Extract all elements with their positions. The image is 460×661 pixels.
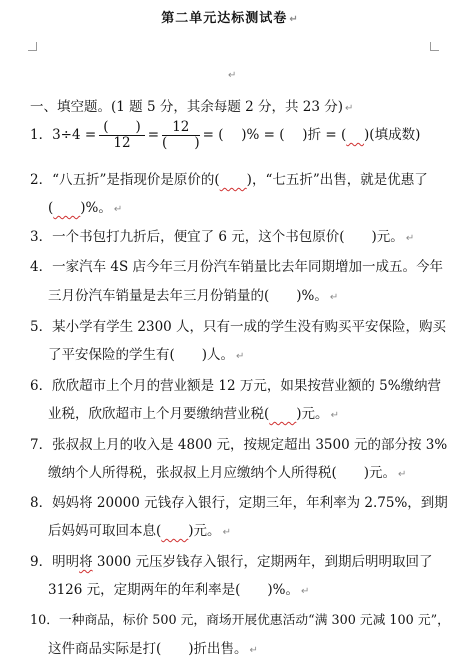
return-mark: ↵ <box>289 14 299 25</box>
fraction-blank-denominator: $\frac{12}{( )}$ <box>162 119 200 151</box>
question-5: 5．某小学有学生 2300 人，只有一成的学生没有购买平安保险，购买 <box>30 319 447 335</box>
question-8: 8．妈妈将 20000 元钱存入银行，定期三年，年利率为 2.75%，到期 <box>30 495 448 511</box>
question-2-line-2: ( )%。 ↵ <box>48 200 123 216</box>
question-5-line-2: 了平安保险的学生有( )人。 ↵ <box>48 347 245 363</box>
doc-title: 第二单元达标测试卷 ↵ <box>161 11 299 26</box>
question-9-line-2: 3126 元，定期两年的年利率是( )%。 ↵ <box>48 582 310 598</box>
section-heading: 一、填空题。(1 题 5 分，其余每题 2 分，共 23 分) ↵ <box>30 99 354 115</box>
question-9: 9．明明将 3000 元压岁钱存入银行，定期两年，到期后明明取回了 <box>30 554 433 570</box>
question-10: 10．一种商品，标价 500 元，商场开展优惠活动“满 300 元减 100 元”， <box>30 613 450 628</box>
question-8-line-2: 后妈妈可取回本息( )元。 ↵ <box>48 523 231 539</box>
question-7-line-2: 缴纳个人所得税，张叔叔上月应缴纳个人所得税( )元。 ↵ <box>48 465 407 481</box>
question-2: 2．“八五折”是指现价是原价的( )，“七五折”出售，就是优惠了 <box>30 172 428 188</box>
question-3: 3．一个书包打九折后，便宜了 6 元，这个书包原价( )元。 ↵ <box>30 229 415 245</box>
question-6: 6．欣欣超市上个月的营业额是 12 万元，如果按营业额的 5%缴纳营 <box>30 378 442 394</box>
margin-corner-mark-right <box>430 42 439 51</box>
question-10-line-2: 这件商品实际是打( )折出售。 ↵ <box>48 641 258 657</box>
margin-corner-mark-left <box>28 42 37 51</box>
empty-paragraph: ↵ <box>228 70 237 81</box>
question-6-line-2: 业税，欣欣超市上个月要缴纳营业税( )元。 ↵ <box>48 406 339 422</box>
question-7: 7．张叔叔上月的收入是 4800 元，按规定超出 3500 元的部分按 3% <box>30 437 448 453</box>
question-4: 4．一家汽车 4S 店今年三月份汽车销量比去年同期增加一成五。今年 <box>30 259 444 275</box>
question-1: 1．3÷4 = $\frac{( )}{12}$ = $\frac{12}{( )}$ = ( )% = ( )折 = ( )(填成数) <box>30 119 421 151</box>
question-4-line-2: 三月份汽车销量是去年三月份销量的( )%。 ↵ <box>48 288 339 304</box>
fraction-blank-numerator: $\frac{( )}{12}$ <box>99 120 145 151</box>
